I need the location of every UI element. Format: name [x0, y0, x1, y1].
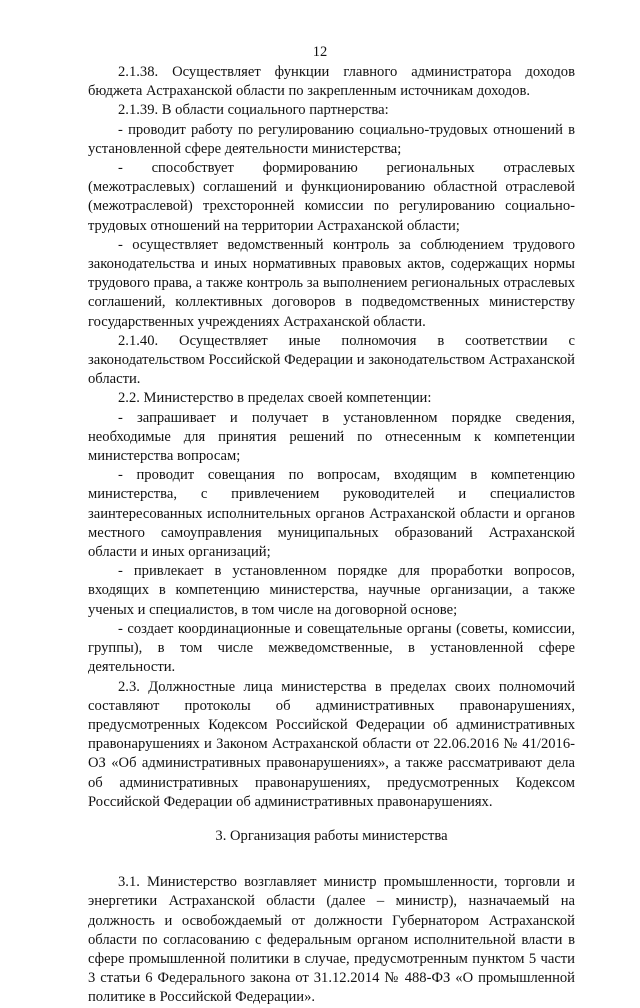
paragraph: 2.1.39. В области социального партнерства: — [118, 102, 389, 119]
list-item: - создает координационные и совещательные органы (советы, комиссии, группы), в том числе межведомственные, в установленной сфере деятельности. — [88, 620, 575, 676]
paragraph: 2.2. Министерство в пределах своей компетенции: — [118, 390, 432, 407]
list-item: - проводит работу по регулированию социально-трудовых отношений в установленной сфере деятельности министерства; — [88, 121, 575, 157]
paragraph: 2.1.38. Осуществляет функции главного администратора доходов бюджета Астраханской области по закрепленным источникам доходов. — [88, 64, 575, 100]
document-body — [88, 63, 575, 1008]
list-item: - осуществляет ведомственный контроль за соблюдением трудового законодательства и иных нормативных правовых актов, содержащих нормы трудового права, а также контроль за выполнением региональных отраслевых соглашений, коллективных договоров в подведомственных министерству государственных учреждениях Астраханской области. — [88, 236, 575, 330]
paragraph: 2.3. Должностные лица министерства в пределах своих полномочий составляют протоколы об административных правонарушениях, предусмотренных Кодексом Российской Федерации об административных правонарушениях и Законом Астраханской области от 22.06.2016 № 41/2016-ОЗ «Об административных правонарушениях», а также рассматривают дела об административных правонарушениях, предусмотренных Кодексом Российской Федерации об административных правонарушениях. — [88, 678, 575, 810]
list-item: - привлекает в установленном порядке для проработки вопросов, входящих в компетенцию министерства, научные организации, а также ученых и специалистов, в том числе на договорной основе; — [88, 563, 575, 618]
section-heading: 3. Организация работы министерства — [215, 827, 448, 844]
list-item: - запрашивает и получает в установленном порядке сведения, необходимые для принятия решений по отнесенным к компетенции министерства вопросам; — [88, 409, 575, 465]
list-item: - проводит совещания по вопросам, входящим в компетенцию министерства, с привлечением руководителей и специалистов заинтересованных исполнительных органов Астраханской области и органов местного самоуправления муниципальных образований Астраханской области и иных организаций; — [88, 467, 575, 561]
paragraph: 2.1.40. Осуществляет иные полномочия в соответствии с законодательством Российской Федерации и законодательством Астраханской области. — [88, 332, 575, 388]
list-item: - способствует формированию региональных отраслевых (межотраслевых) соглашений и функционированию областной отраслевой (межотраслевой) трехсторонней комиссии по регулированию социально-трудовых отношений на территории Астраханской области; — [88, 160, 575, 234]
page-number: 12 — [312, 44, 328, 60]
paragraph: 3.1. Министерство возглавляет министр промышленности, торговли и энергетики Астраханской области (далее – министр), назначаемый на должность и освобождаемый от должности Губернатором Астраханской области по согласованию с федеральным органом исполнительной власти в сфере промышленной политики в случае, предусмотренным пунктом 5 части 3 статьи 6 Федерального закона от 31.12.2014 № 488-ФЗ «О промышленной политике в Российской Федерации». — [88, 874, 575, 1006]
